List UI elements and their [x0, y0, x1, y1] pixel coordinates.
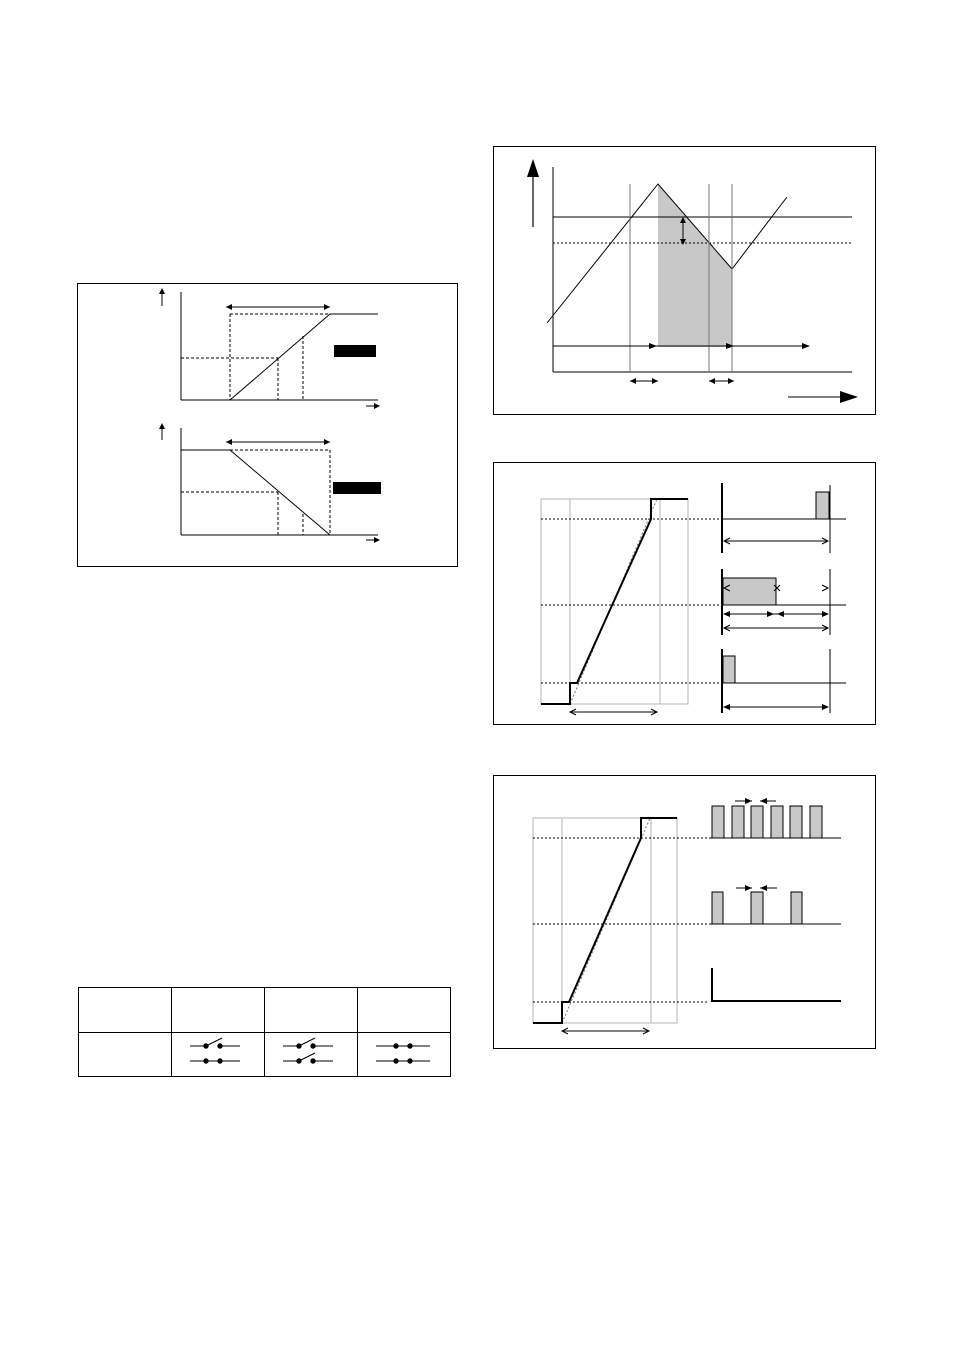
pulse-bar	[712, 806, 724, 838]
table-cell	[265, 1033, 358, 1077]
switch-open-closed-icon	[188, 1035, 248, 1069]
table-header-cell	[79, 988, 172, 1033]
pulse-bar	[810, 806, 822, 838]
black-label-box	[333, 482, 381, 494]
black-label-box	[334, 345, 376, 357]
pulse-bar	[816, 492, 829, 519]
arrow-icon	[760, 798, 767, 804]
arrow-icon	[822, 585, 828, 591]
arrow-icon	[374, 537, 380, 543]
step-characteristic-diagram	[494, 463, 877, 726]
switch-open-open-icon	[281, 1035, 341, 1069]
arrow-icon	[777, 611, 784, 617]
table-header-row	[79, 988, 451, 1033]
pulse-train-panel	[493, 775, 876, 1049]
arrow-icon	[159, 288, 165, 294]
table-row-label	[79, 1033, 172, 1077]
arrow-icon	[159, 423, 165, 429]
ramp-characteristic-panel	[77, 283, 458, 567]
table-header-cell	[265, 988, 358, 1033]
arrow-icon	[745, 798, 752, 804]
pulse-bar	[791, 892, 802, 924]
arrow-icon	[822, 704, 829, 710]
arrow-icon	[374, 403, 380, 409]
ramp-characteristic-diagram	[78, 284, 459, 568]
step-response-line	[533, 818, 677, 1023]
arrow-icon	[760, 885, 767, 891]
pulse-bar	[712, 892, 723, 924]
arrow-icon	[802, 343, 810, 349]
table-header-cell	[172, 988, 265, 1033]
arrow-icon	[767, 611, 774, 617]
arrow-icon	[840, 391, 858, 403]
table-cell	[358, 1033, 451, 1077]
switch-state-table	[78, 987, 451, 1077]
arrow-icon	[822, 611, 829, 617]
table-header-cell	[358, 988, 451, 1033]
pulse-bar	[751, 806, 763, 838]
pulse-bar	[723, 578, 776, 605]
table-row	[79, 1033, 451, 1077]
arrow-icon	[324, 439, 330, 445]
table-cell	[172, 1033, 265, 1077]
pulse-bar	[732, 806, 744, 838]
arrow-icon	[723, 704, 730, 710]
hysteresis-timing-diagram	[494, 147, 877, 416]
pulse-bar	[771, 806, 783, 838]
hysteresis-timing-panel	[493, 146, 876, 415]
pulse-train-3-off	[712, 968, 841, 1001]
switch-closed-closed-icon	[374, 1035, 434, 1069]
arrow-icon	[226, 439, 232, 445]
double-arrow-icon	[630, 378, 636, 384]
arrow-icon	[745, 885, 752, 891]
step-characteristic-panel	[493, 462, 876, 725]
arrow-icon	[723, 611, 730, 617]
arrow-icon	[527, 159, 539, 177]
pulse-bar	[723, 656, 735, 683]
double-arrow-icon	[709, 378, 715, 384]
pulse-bar	[790, 806, 802, 838]
arrow-icon	[226, 304, 232, 310]
shaded-region	[658, 184, 732, 347]
step-response-line	[541, 499, 688, 704]
double-arrow-icon	[728, 378, 734, 384]
double-arrow-icon	[652, 378, 658, 384]
pulse-train-diagram	[494, 776, 877, 1050]
arrow-icon	[649, 343, 657, 349]
arrow-icon	[324, 304, 330, 310]
pulse-bar	[751, 892, 763, 924]
